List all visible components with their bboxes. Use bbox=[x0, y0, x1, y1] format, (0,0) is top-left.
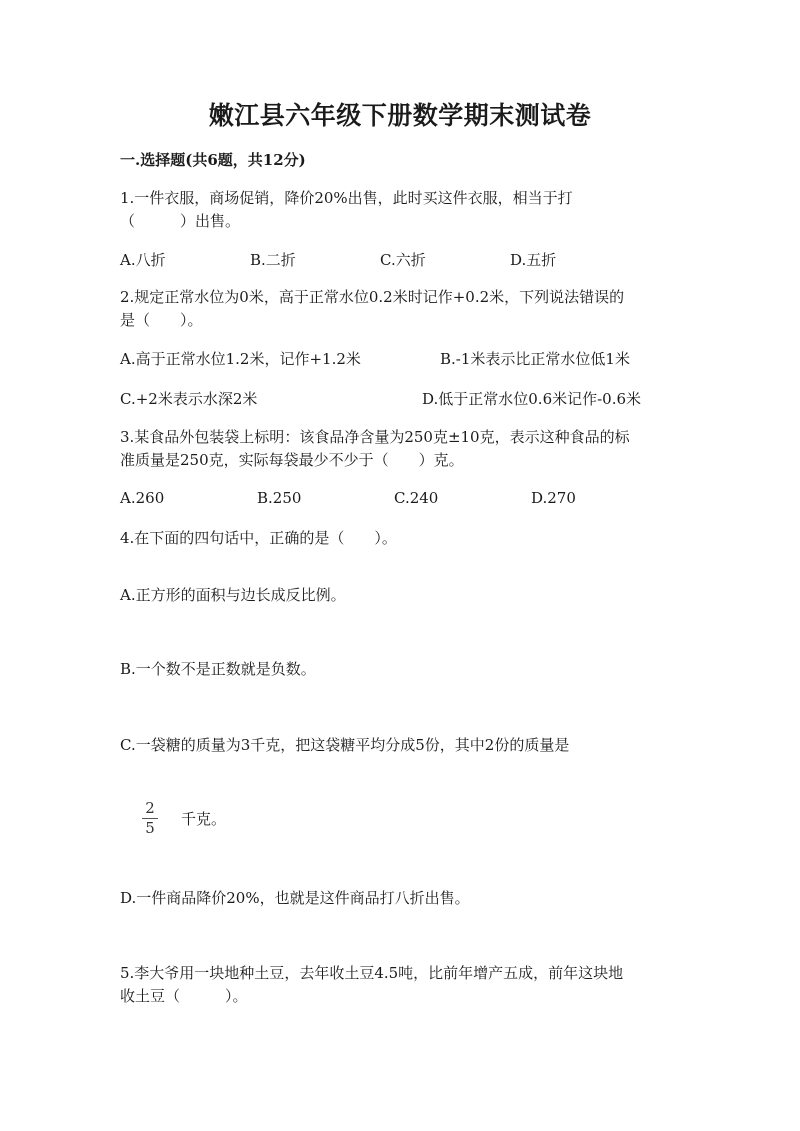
question-2-line-2: 是（ ）。 bbox=[120, 311, 203, 329]
q4-option-d[interactable]: D.一件商品降价20%，也就是这件商品打八折出售。 bbox=[120, 889, 470, 907]
question-4: 4.在下面的四句话中，正确的是（ ）。 bbox=[120, 529, 397, 547]
question-1-line-2: （ ）出售。 bbox=[120, 212, 241, 230]
question-5 bbox=[120, 962, 623, 1008]
question-5-line-1: 5.李大爷用一块地种土豆，去年收土豆4.5吨，比前年增产五成，前年这块地 bbox=[120, 964, 624, 982]
question-3-line-1: 3.某食品外包装袋上标明：该食品净含量为250克±10克，表示这种食品的标 bbox=[120, 428, 630, 446]
q4-option-a[interactable]: A.正方形的面积与边长成反比例。 bbox=[120, 586, 346, 604]
q4-option-c[interactable]: C.一袋糖的质量为3千克，把这袋糖平均分成5份，其中2份的质量是 bbox=[120, 736, 570, 754]
q4-option-b[interactable]: B.一个数不是正数就是负数。 bbox=[120, 660, 316, 678]
q2-option-a[interactable]: A.高于正常水位1.2米，记作+1.2米 bbox=[120, 350, 361, 368]
q1-option-c[interactable]: C.六折 bbox=[380, 251, 426, 269]
q1-option-b[interactable]: B.二折 bbox=[250, 251, 296, 269]
question-1-line-1: 1.一件衣服，商场促销，降价20%出售，此时买这件衣服，相当于打 bbox=[120, 189, 573, 207]
section-heading: 一.选择题(共6题，共12分) bbox=[120, 151, 306, 169]
question-2 bbox=[120, 286, 624, 332]
q1-option-a[interactable]: A.八折 bbox=[120, 251, 166, 269]
q1-option-d[interactable]: D.五折 bbox=[510, 251, 557, 269]
q3-option-d[interactable]: D.270 bbox=[531, 489, 576, 507]
fraction-numerator: 2 bbox=[145, 799, 155, 817]
q3-option-b[interactable]: B.250 bbox=[257, 489, 302, 507]
page-title: 嫩江县六年级下册数学期末测试卷 bbox=[208, 101, 592, 130]
q2-option-d[interactable]: D.低于正常水位0.6米记作-0.6米 bbox=[422, 390, 642, 408]
question-1 bbox=[120, 187, 573, 233]
q2-option-c[interactable]: C.+2米表示水深2米 bbox=[120, 390, 258, 408]
q2-option-b[interactable]: B.-1米表示比正常水位低1米 bbox=[440, 350, 630, 368]
question-2-line-1: 2.规定正常水位为0米，高于正常水位0.2米时记作+0.2米，下列说法错误的 bbox=[120, 288, 625, 306]
q4-option-c-unit: 千克。 bbox=[181, 810, 227, 828]
question-5-line-2: 收土豆（ ）。 bbox=[120, 987, 248, 1005]
fraction-denominator: 5 bbox=[145, 819, 155, 837]
fraction-two-fifths bbox=[140, 800, 160, 837]
q3-option-a[interactable]: A.260 bbox=[120, 489, 165, 507]
question-3-line-2: 准质量是250克，实际每袋最少不少于（ ）克。 bbox=[120, 451, 464, 469]
q3-option-c[interactable]: C.240 bbox=[394, 489, 439, 507]
question-3 bbox=[120, 426, 630, 472]
